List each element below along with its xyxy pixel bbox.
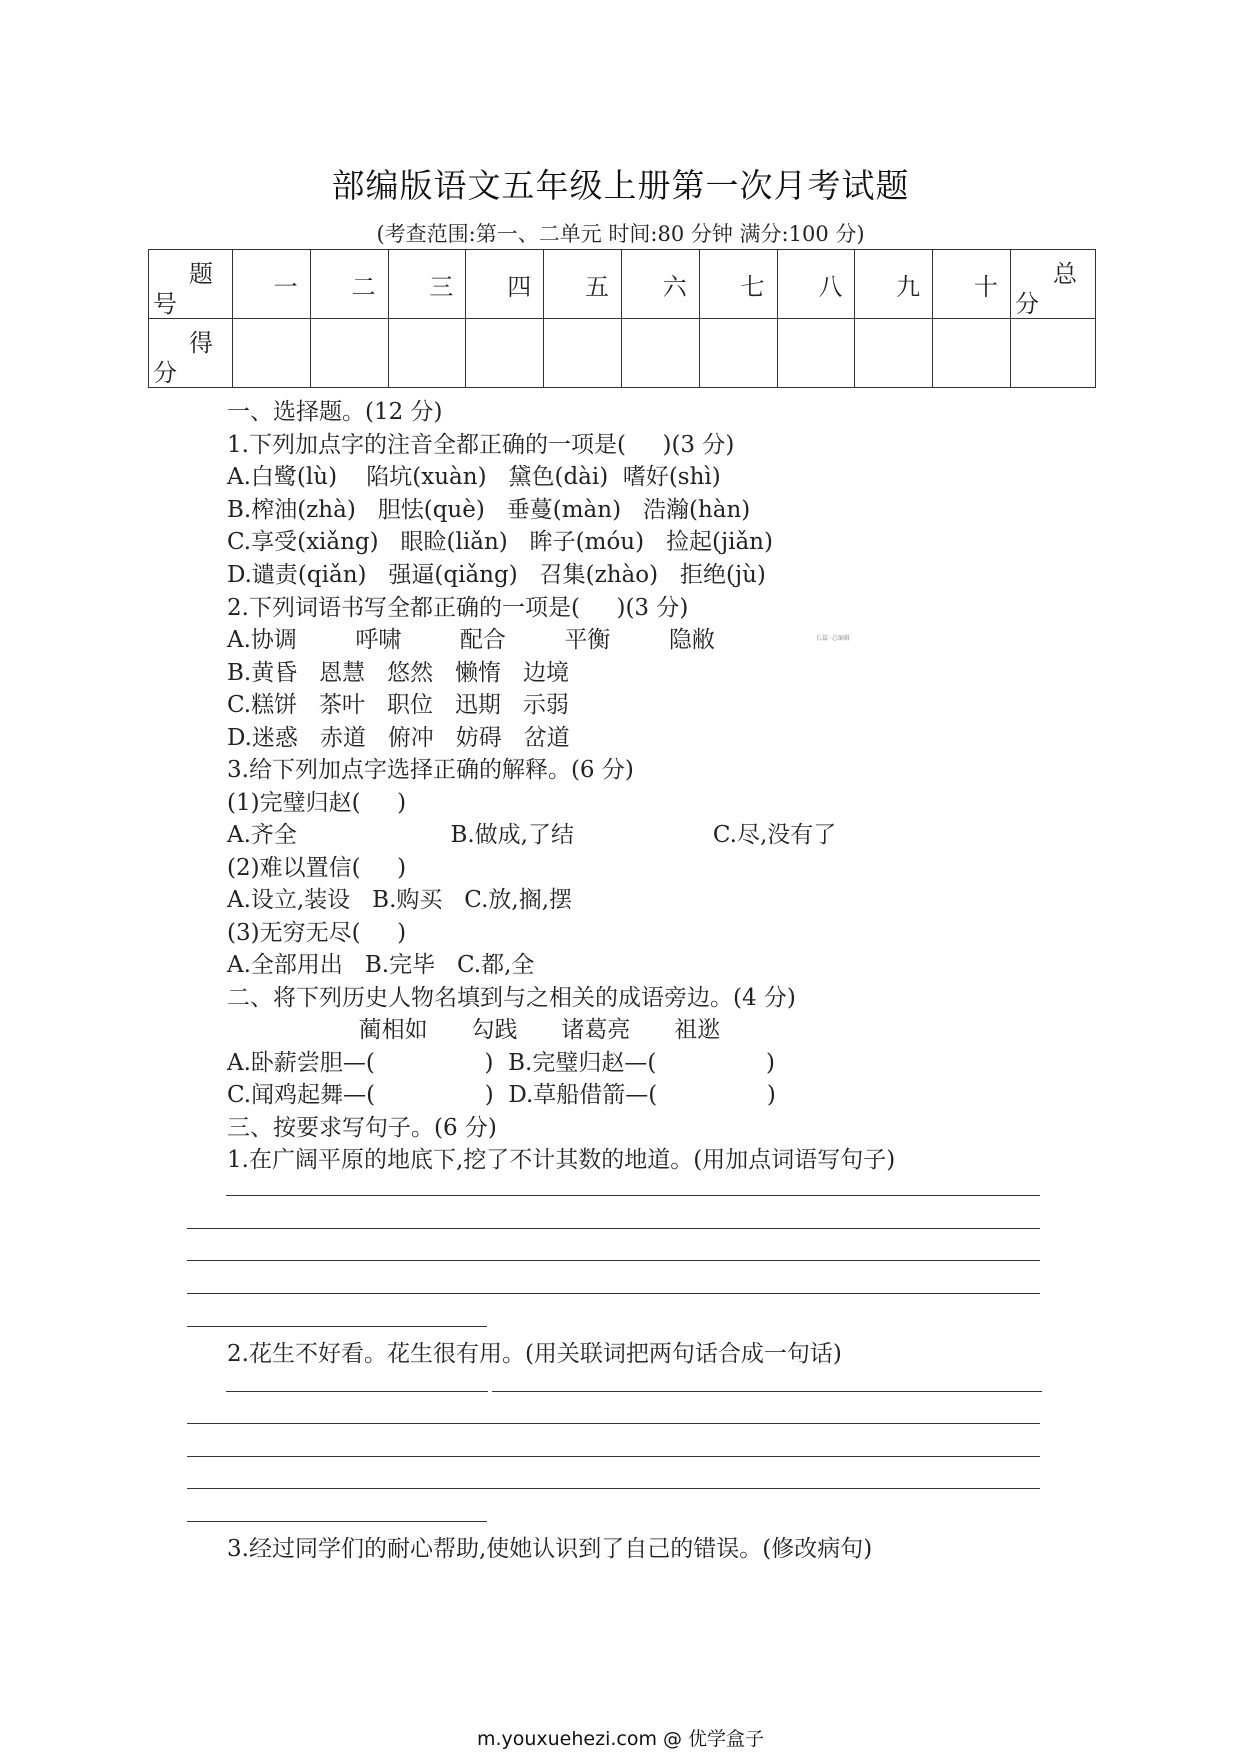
option-line: A.齐全 B.做成,了结 C.尽,没有了 [227, 822, 837, 848]
total-header-cell [1010, 250, 1095, 319]
row-label-bottom: 分 [153, 359, 177, 387]
sub-question: (3)无穷无尽( ) [227, 920, 407, 946]
table-row [149, 319, 1096, 388]
fill-blank-line: C.闻鸡起舞—( ) D.草船借箭—( ) [227, 1082, 776, 1108]
answer-line[interactable] [187, 1488, 1040, 1489]
option-line: A.全部用出 B.完毕 C.都,全 [227, 952, 535, 978]
option-line: B.榨油(zhà) 胆怯(què) 垂蔓(màn) 浩瀚(hàn) [227, 497, 751, 523]
column-header: 六 [621, 250, 699, 319]
answer-line[interactable] [492, 1391, 1042, 1392]
column-header: 四 [466, 250, 544, 319]
answer-line[interactable] [187, 1456, 1040, 1457]
score-cell[interactable] [777, 319, 855, 388]
section-heading: 三、按要求写句子。(6 分) [227, 1115, 497, 1141]
answer-line[interactable] [187, 1260, 1040, 1261]
answer-line[interactable] [187, 1521, 487, 1522]
option-line: A.白鹭(lù) 陷坑(xuàn) 黛色(dài) 嗜好(shì) [227, 464, 721, 490]
answer-line[interactable] [226, 1391, 488, 1392]
score-cell[interactable] [310, 319, 388, 388]
option-line: B.黄昏 恩慧 悠然 懒惰 边境 [227, 660, 569, 686]
score-cell[interactable] [233, 319, 311, 388]
option-line: D.谴责(qiǎn) 强逼(qiǎng) 召集(zhào) 拒绝(jù) [227, 562, 766, 588]
answer-line[interactable] [187, 1326, 487, 1327]
score-cell[interactable] [1010, 319, 1095, 388]
column-header: 八 [777, 250, 855, 319]
column-header: 一 [233, 250, 311, 319]
score-cell[interactable] [466, 319, 544, 388]
column-header: 十 [933, 250, 1011, 319]
answer-line[interactable] [187, 1423, 1040, 1424]
score-table [148, 249, 1096, 388]
total-label-top: 总 [1052, 260, 1077, 288]
header-cell [149, 250, 233, 319]
table-row [149, 250, 1096, 319]
option-line: C.糕饼 茶叶 职位 迅期 示弱 [227, 692, 569, 718]
section-heading: 一、选择题。(12 分) [227, 399, 443, 425]
answer-line[interactable] [187, 1228, 1040, 1229]
answer-line[interactable] [226, 1195, 1040, 1196]
column-header: 二 [310, 250, 388, 319]
question-text: 3.给下列加点字选择正确的解释。(6 分) [227, 757, 634, 783]
fill-blank-line: A.卧薪尝胆—( ) B.完璧归赵—( ) [227, 1050, 775, 1076]
row-label-bottom: 号 [153, 290, 177, 318]
exam-info: (考查范围:第一、二单元 时间:80 分钟 满分:100 分) [376, 222, 865, 246]
question-text: 3.经过同学们的耐心帮助,使她认识到了自己的错误。(修改病句) [227, 1536, 873, 1562]
name-bank: 蔺相如 勾践 诸葛亮 祖逖 [227, 1017, 721, 1043]
question-text: 2.花生不好看。花生很有用。(用关联词把两句话合成一句话) [227, 1341, 842, 1367]
score-cell[interactable] [388, 319, 466, 388]
question-text: 1.在广阔平原的地底下,挖了不计其数的地道。(用加点词语写句子) [227, 1147, 896, 1173]
tiny-mark: 长篇 ·总编辑 [816, 635, 850, 642]
sub-question: (1)完璧归赵( ) [227, 790, 407, 816]
option-line: A.设立,装设 B.购买 C.放,搁,摆 [227, 887, 573, 913]
option-line: D.迷惑 赤道 俯冲 妨碍 岔道 [227, 725, 570, 751]
score-cell[interactable] [855, 319, 933, 388]
question-text: 1.下列加点字的注音全都正确的一项是( )(3 分) [227, 432, 735, 458]
score-cell[interactable] [621, 319, 699, 388]
option-line: C.享受(xiǎng) 眼睑(liǎn) 眸子(móu) 捡起(jiǎn) [227, 529, 773, 555]
sub-question: (2)难以置信( ) [227, 855, 407, 881]
column-header: 九 [855, 250, 933, 319]
score-cell[interactable] [544, 319, 622, 388]
page-title: 部编版语文五年级上册第一次月考试题 [331, 166, 910, 205]
column-header: 七 [699, 250, 777, 319]
score-cell[interactable] [933, 319, 1011, 388]
total-label-bottom: 分 [1014, 290, 1039, 318]
column-header: 五 [544, 250, 622, 319]
row-label-top: 得 [189, 329, 213, 357]
option-line: A.协调 呼啸 配合 平衡 隐敝 [227, 627, 715, 653]
score-cell[interactable] [699, 319, 777, 388]
footer-watermark: m.youxuehezi.com @ 优学盒子 [476, 1728, 765, 1750]
header-cell [149, 319, 233, 388]
question-text: 2.下列词语书写全都正确的一项是( )(3 分) [227, 595, 689, 621]
answer-line[interactable] [187, 1293, 1040, 1294]
section-heading: 二、将下列历史人物名填到与之相关的成语旁边。(4 分) [227, 985, 796, 1011]
row-label-top: 题 [189, 260, 213, 288]
column-header: 三 [388, 250, 466, 319]
